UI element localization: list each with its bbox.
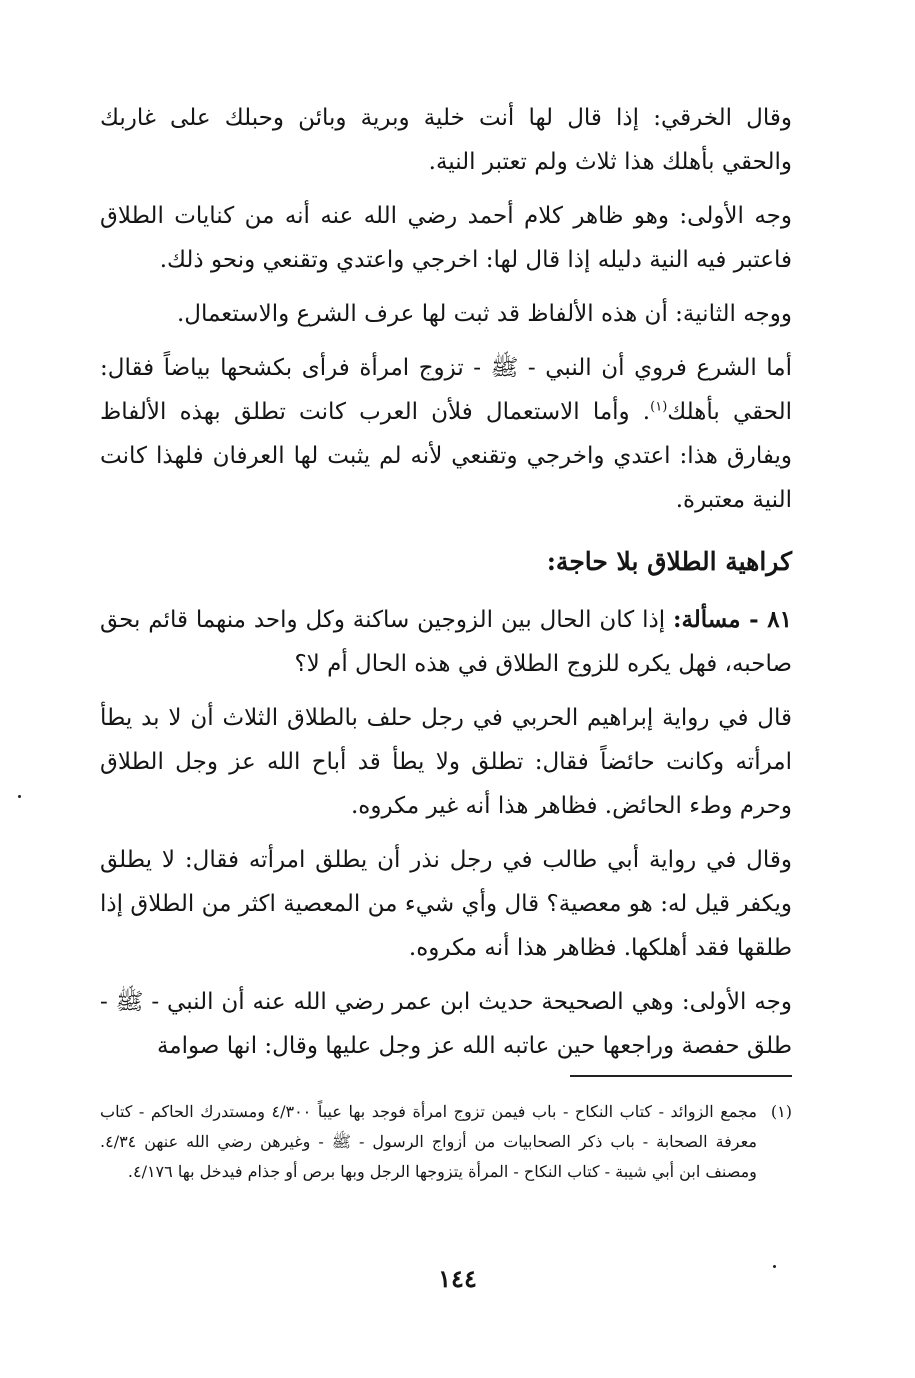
footnote-number: (١) — [770, 1102, 792, 1121]
paragraph: قال في رواية إبراهيم الحربي في رجل حلف بالطلاق الثلاث أن لا بد يطأ امرأته وكانت حائضاً فقال: تطلق ولا يطأ قد أباح الله عز وجل الطلاق وحرم وطء الحائض. فظاهر هذا أنه غير مكروه. — [100, 705, 792, 819]
paragraph: وجه الأولى: وهي الصحيحة حديث ابن عمر رضي الله عنه أن النبي - ﷺ - طلق حفصة وراجعها حين عاتبه الله عز وجل عليها وقال: انها صوامة — [100, 989, 792, 1059]
footnote — [100, 1097, 792, 1187]
paragraph — [100, 346, 792, 522]
paragraph-text: أما الشرع فروي أن النبي - ﷺ - تزوج امرأة فرأى بكشحها بياضاً فقال: الحقي بأهلك — [100, 355, 792, 425]
footnote-reference[interactable]: (١) — [650, 399, 668, 415]
issue-text: إذا كان الحال بين الزوجين ساكنة وكل واحد منهما قائم بحق صاحبه، فهل يكره للزوج الطلاق في هذه الحال أم لا؟ — [100, 607, 792, 677]
scan-speck — [18, 795, 21, 798]
paragraph-text: . وأما الاستعمال فلأن العرب كانت تطلق بهذه الألفاظ ويفارق هذا: اعتدي واخرجي وتقنعي لأنه لم يثبت لها العرفان فلهذا كانت النية معتبرة. — [100, 399, 792, 513]
section-heading: كراهية الطلاق بلا حاجة: — [546, 547, 792, 576]
paragraph: وجه الأولى: وهو ظاهر كلام أحمد رضي الله عنه أنه من كنايات الطلاق فاعتبر فيه النية دليله إذا قال لها: اخرجي واعتدي وتقنعي ونحو ذلك. — [100, 203, 792, 273]
paragraph: ووجه الثانية: أن هذه الألفاظ قد ثبت لها عرف الشرع والاستعمال. — [176, 301, 792, 327]
main-text — [100, 96, 792, 1078]
issue-number: ٨١ - مسألة: — [672, 606, 792, 633]
issue-paragraph — [100, 598, 792, 686]
footnote-text: مجمع الزوائد - كتاب النكاح - باب فيمن تزوج امرأة فوجد بها عيباً ٤/٣٠٠ ومستدرك الحاكم - كتاب معرفة الصحابة - باب ذكر الصحابيات من أزواج الرسول - ﷺ - وغيرهن رضي الله عنهن ٤/٣٤. ومصنف ابن أبي شيبة - كتاب النكاح - المرأة يتزوجها الرجل وبها برص أو جذام فيدخل بها ٤/١٧٦. — [100, 1102, 757, 1181]
paragraph: وقال الخرقي: إذا قال لها أنت خلية وبرية وبائن وحبلك على غاربك والحقي بأهلك هذا ثلاث ولم تعتبر النية. — [100, 105, 792, 175]
footnote-divider — [570, 1075, 792, 1077]
paragraph: وقال في رواية أبي طالب في رجل نذر أن يطلق امرأته فقال: لا يطلق ويكفر قيل له: هو معصية؟ قال وأي شيء من المعصية اكثر من الطلاق إذا طلقها فقد أهلكها. فظاهر هذا أنه مكروه. — [100, 847, 792, 961]
scan-speck — [773, 1265, 776, 1268]
page-number: ١٤٤ — [438, 1264, 477, 1293]
